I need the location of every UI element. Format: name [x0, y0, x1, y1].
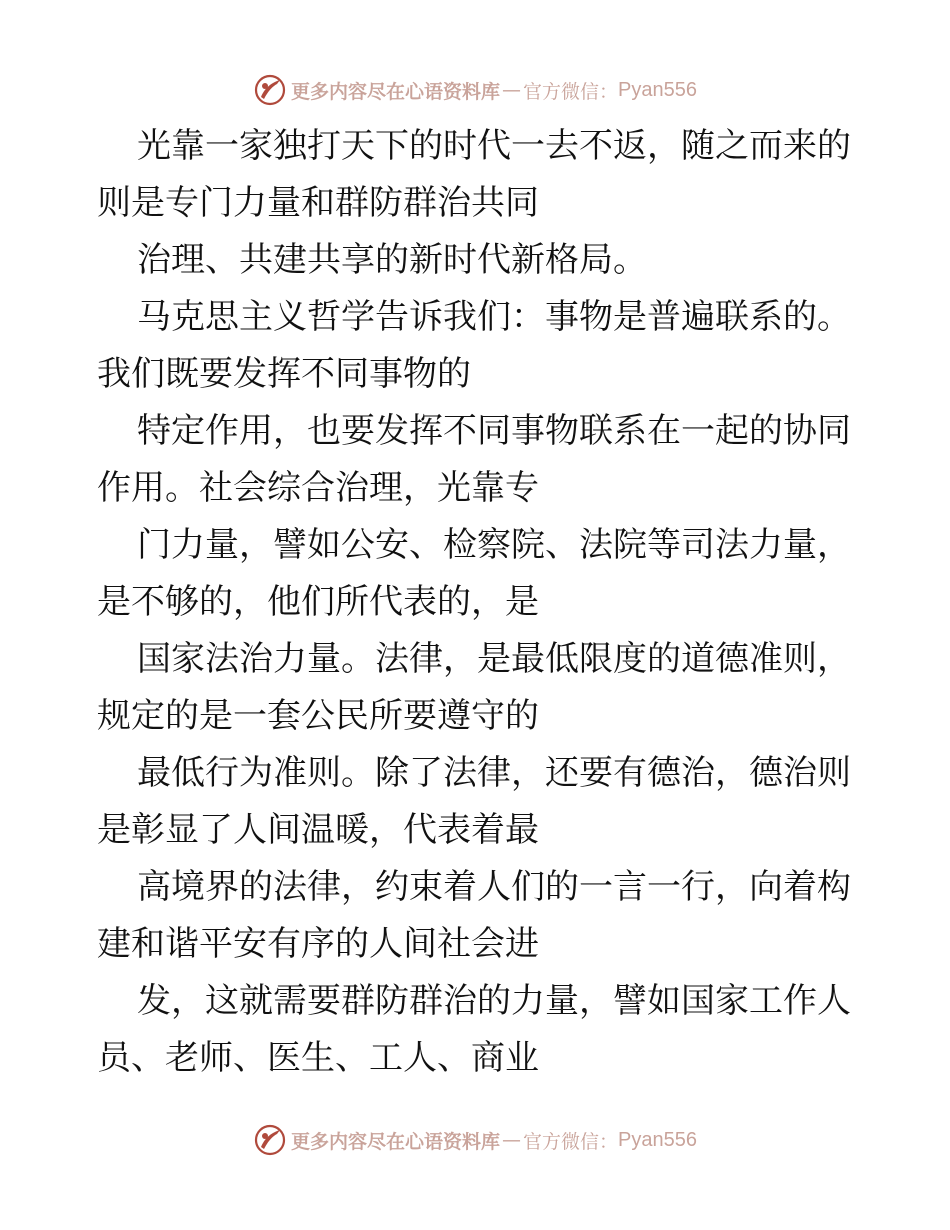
header-site-name: 更多内容尽在心语资料库: [291, 80, 501, 103]
brand-logo-icon: [253, 1123, 287, 1157]
header-watermark: [0, 70, 950, 110]
body-line: 最低行为准则。除了法律，还要有德治，德治则: [137, 753, 851, 793]
brand-logo-icon: [253, 73, 287, 107]
header-wechat-label: 官方微信：: [523, 80, 619, 103]
body-line: 我们既要发挥不同事物的: [97, 354, 471, 394]
body-line: 员、老师、医生、工人、商业: [97, 1038, 539, 1078]
body-line: 门力量，譬如公安、检察院、法院等司法力量，: [137, 525, 851, 565]
body-line: 作用。社会综合治理，光靠专: [97, 468, 539, 508]
body-line: 高境界的法律，约束着人们的一言一行，向着构: [137, 867, 851, 907]
header-wechat-id: Pyan556: [618, 78, 697, 101]
footer-wechat-label: 官方微信：: [523, 1130, 619, 1153]
body-line: 是彰显了人间温暖，代表着最: [97, 810, 539, 850]
footer-dash: —: [502, 1129, 522, 1151]
body-line: 特定作用，也要发挥不同事物联系在一起的协同: [137, 411, 851, 451]
body-line: 发，这就需要群防群治的力量，譬如国家工作人: [137, 981, 851, 1021]
footer-site-name: 更多内容尽在心语资料库: [291, 1130, 501, 1153]
body-line: 是不够的，他们所代表的，是: [97, 582, 539, 622]
footer-wechat-id: Pyan556: [618, 1128, 697, 1151]
body-line: 国家法治力量。法律，是最低限度的道德准则，: [137, 639, 851, 679]
document-body: [97, 118, 867, 1087]
body-line: 马克思主义哲学告诉我们：事物是普遍联系的。: [137, 297, 851, 337]
body-line: 则是专门力量和群防群治共同: [97, 183, 539, 223]
body-line: 光靠一家独打天下的时代一去不返，随之而来的: [137, 126, 851, 166]
header-dash: —: [502, 79, 522, 101]
footer-watermark: [0, 1120, 950, 1160]
body-line: 治理、共建共享的新时代新格局。: [137, 240, 647, 280]
body-line: 规定的是一套公民所要遵守的: [97, 696, 539, 736]
body-line: 建和谐平安有序的人间社会进: [97, 924, 539, 964]
